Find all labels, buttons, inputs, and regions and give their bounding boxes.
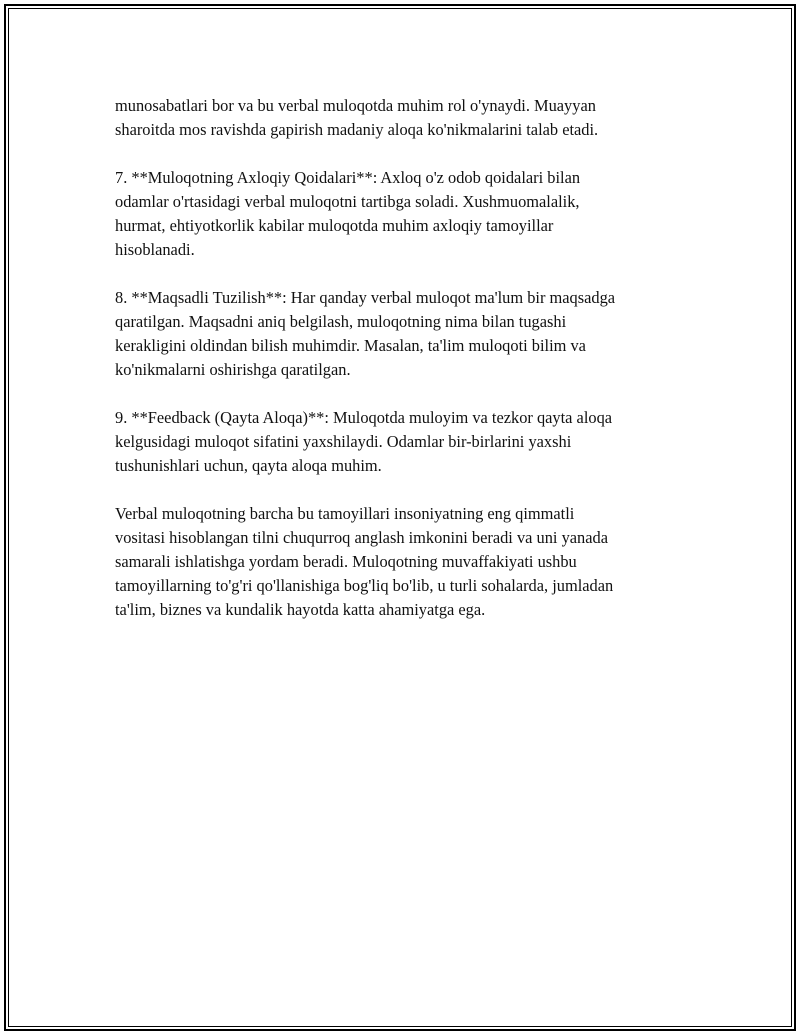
text-line: qaratilgan. Maqsadni aniq belgilash, muloqotning nima bilan tugashi xyxy=(115,312,567,331)
text-line: samarali ishlatishga yordam beradi. Muloqotning muvaffakiyati ushbu xyxy=(115,552,577,571)
text-line: tushunishlari uchun, qayta aloqa muhim. xyxy=(115,456,382,475)
text-line: kerakligini oldindan bilish muhimdir. Masalan, ta'lim muloqoti bilim va xyxy=(115,336,586,355)
text-line: 8. **Maqsadli Tuzilish**: Har qanday verbal muloqot ma'lum bir maqsadga xyxy=(115,288,616,307)
text-line: sharoitda mos ravishda gapirish madaniy aloqa ko'nikmalarini talab etadi. xyxy=(115,120,599,139)
text-line: munosabatlari bor va bu verbal muloqotda muhim rol o'ynaydi. Muayyan xyxy=(115,96,596,115)
text-line: 9. **Feedback (Qayta Aloqa)**: Muloqotda muloyim va tezkor qayta aloqa xyxy=(115,408,613,427)
text-line: ta'lim, biznes va kundalik hayotda katta ahamiyatga ega. xyxy=(115,600,486,619)
document-body xyxy=(115,94,690,646)
text-line: ko'nikmalarni oshirishga qaratilgan. xyxy=(115,360,351,379)
text-line: vositasi hisoblangan tilni chuqurroq anglash imkonini beradi va uni yanada xyxy=(115,528,608,547)
paragraph-item-8 xyxy=(115,286,690,382)
text-line: hisoblanadi. xyxy=(115,240,195,259)
text-line: tamoyillarning to'g'ri qo'llanishiga bog'liq bo'lib, u turli sohalarda, jumladan xyxy=(115,576,614,595)
text-line: odamlar o'rtasidagi verbal muloqotni tartibga soladi. Xushmuomalalik, xyxy=(115,192,580,211)
paragraph-conclusion xyxy=(115,502,690,622)
text-line: kelgusidagi muloqot sifatini yaxshilaydi. Odamlar bir-birlarini yaxshi xyxy=(115,432,572,451)
text-line: hurmat, ehtiyotkorlik kabilar muloqotda muhim axloqiy tamoyillar xyxy=(115,216,554,235)
paragraph-item-9 xyxy=(115,406,690,478)
paragraph-item-7 xyxy=(115,166,690,262)
text-line: 7. **Muloqotning Axloqiy Qoidalari**: Axloq o'z odob qoidalari bilan xyxy=(115,168,581,187)
paragraph-continuation xyxy=(115,94,690,142)
text-line: Verbal muloqotning barcha bu tamoyillari insoniyatning eng qimmatli xyxy=(115,504,575,523)
